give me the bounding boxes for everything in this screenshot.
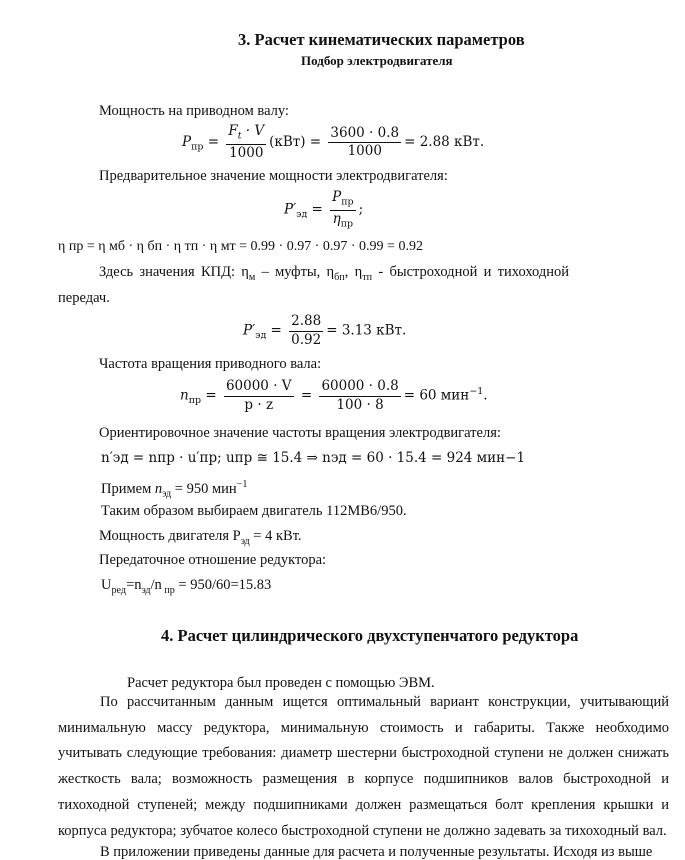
section-4-paragraph-2: По рассчитанным данным ищется оптимальный вариант конструкции, учитывающий минимальную массу редуктора, минимальную стоимость и габариты. Также необходимо учитывать следующие требования: диаметр шестерни быстроходной ступени не должен снижать жесткость вала; возможность размещения в корпусе подшипников валов быстроходной и тихоходной ступеней; между подшипниками должен размещаться болт крепления крышки и корпуса редуктора; зубчатое колесо быстроходной ступени не должно задевать за тихоходный вал.: [58, 694, 669, 839]
fraction-ft-v-over-1000: $\frac{F_t \cdot V}{1000}$: [228, 123, 265, 161]
gear-ratio: $U_{ред}=n_{эд}/n$ $_{пр}$ = 950/60=15.83: [101, 577, 272, 596]
pre-power-label: Предварительное значение мощности электродвигателя:: [99, 168, 448, 184]
motor-choice: Таким образом выбираем двигатель 112МВ6/950.: [101, 503, 407, 519]
fraction-3600-over-1000: $\frac{3600 \cdot 0.8}{1000}$: [330, 124, 400, 160]
efficiency-equation: η пр = η мб · η бп · η тп · η мт = 0.99 · 0.97 · 0.97 · 0.99 = 0.92: [58, 239, 423, 254]
speed-label: Частота вращения приводного вала:: [99, 356, 322, 372]
equation-shaft-speed: $n_{пр}$ = $\frac{60000 \cdot V}{p \cdot z}$ = $\frac{60000 \cdot 0.8}{100 \cdot 8}$ = 60 мин$^{-1}$.: [180, 378, 488, 413]
shaft-power-label: Мощность на приводном валу:: [99, 103, 289, 119]
fraction-288-over-092: $\frac{2.88}{0.92}$: [291, 313, 322, 348]
efficiency-explanation: Здесь значения КПД: $\eta_м$ – муфты, $\eta_{бп}$, $\eta_{тп}$ - быстроходной и тихоходной: [99, 264, 570, 283]
motor-power: Мощность двигателя $Р_{эд} = 4$ кВт.: [99, 528, 302, 547]
efficiency-explanation-continued: передач.: [58, 290, 110, 306]
equation-shaft-power: $P_{пр}$ = $\frac{F_t \cdot V}{1000}$ (кВт) = $\frac{3600 \cdot 0.8}{1000}$ = 2.88 кВт.: [182, 123, 485, 161]
section-4-paragraph-1: Расчет редуктора был проведен с помощью ЭВМ.: [127, 675, 435, 691]
accepted-speed: Примем $n_{эд} = 950$ мин$^{-1}$: [101, 479, 248, 500]
fraction-ppr-over-eta: $\frac{P_{пр}}{\eta_{пр}}$: [332, 189, 354, 230]
ratio-label: Передаточное отношение редуктора:: [99, 552, 327, 568]
section-4-title: 4. Расчет цилиндрического двухступенчатого редуктора: [161, 626, 579, 645]
equation-pre-power-value: $P'_{эд}$ = $\frac{2.88}{0.92}$ = 3.13 кВт.: [243, 313, 407, 348]
section-4-paragraph-3: В приложении приведены данные для расчета и полученные результаты. Исходя из выше: [100, 844, 653, 860]
approx-speed-equation: n′эд = nпр · u′пр; uпр ≅ 15.4 ⇒ nэд = 60 · 15.4 = 924 мин−1: [101, 450, 526, 466]
equation-pre-power: $P'_{эд}$ = $\frac{P_{пр}}{\eta_{пр}}$ ;: [284, 189, 364, 230]
fraction-60000-over-800: $\frac{60000 \cdot 0.8}{100 \cdot 8}$: [321, 378, 399, 413]
approx-speed-label: Ориентировочное значение частоты вращения электродвигателя:: [99, 425, 501, 441]
fraction-60000v-over-pz: $\frac{60000 \cdot V}{p \cdot z}$: [225, 378, 292, 413]
section-3-subtitle: Подбор электродвигателя: [301, 53, 453, 68]
section-3-title: 3. Расчет кинематических параметров: [238, 30, 525, 49]
